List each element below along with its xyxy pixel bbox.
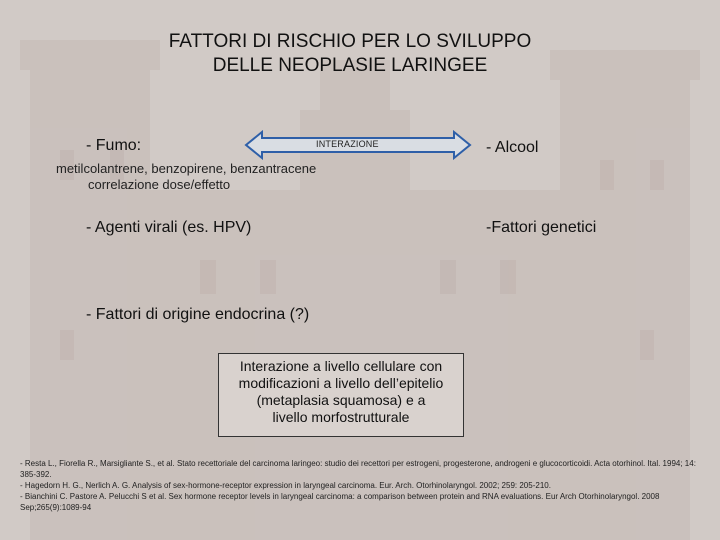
item-agenti-virali: - Agenti virali (es. HPV) [86,219,252,236]
box-line-3: (metaplasia squamosa) e a [256,392,426,408]
slide-title [60,30,640,78]
title-line-2: DELLE NEOPLASIE LARINGEE [212,55,488,76]
box-line-2: modificazioni a livello dell’epitelio [238,375,444,391]
interaction-textbox [218,353,464,437]
fumo-detail-1: metilcolantrene, benzopirene, benzantracene [56,161,317,176]
item-fumo: - Fumo: [86,137,142,154]
box-line-1: Interazione a livello cellulare con [239,358,443,374]
interazione-label: INTERAZIONE [316,139,379,149]
reference-3: - Bianchini C. Pastore A. Pelucchi S et al. Sex hormone receptor levels in laryngeal carcinoma: a comparison between protein and RNA evaluations. Eur Arch Otorhinolaryngol. 2008 Sep;265(9):1089-94 [20,492,660,512]
item-alcool: - Alcool [486,139,539,156]
references [20,458,700,513]
box-line-4: livello morfostrutturale [272,409,410,425]
reference-1: - Resta L., Fiorella R., Marsigliante S., et al. Stato recettoriale del carcinoma laringeo: studio dei recettori per estrogeni, progesterone, androgeni e glucocorticoidi. Acta otorhinol. Ital. 1994; 14: 385-392. [20,459,696,479]
title-line-1: FATTORI DI RISCHIO PER LO SVILUPPO [168,31,532,52]
item-endocrina: - Fattori di origine endocrina (?) [86,306,310,323]
reference-2: - Hagedorn H. G., Nerlich A. G. Analysis of sex-hormone-receptor expression in laryngeal carcinoma. Eur. Arch. Otorhinolaryngol. 2002; 259: 205-210. [20,481,551,490]
item-fattori-genetici: -Fattori genetici [486,219,597,236]
fumo-detail-2: correlazione dose/effetto [88,177,231,192]
